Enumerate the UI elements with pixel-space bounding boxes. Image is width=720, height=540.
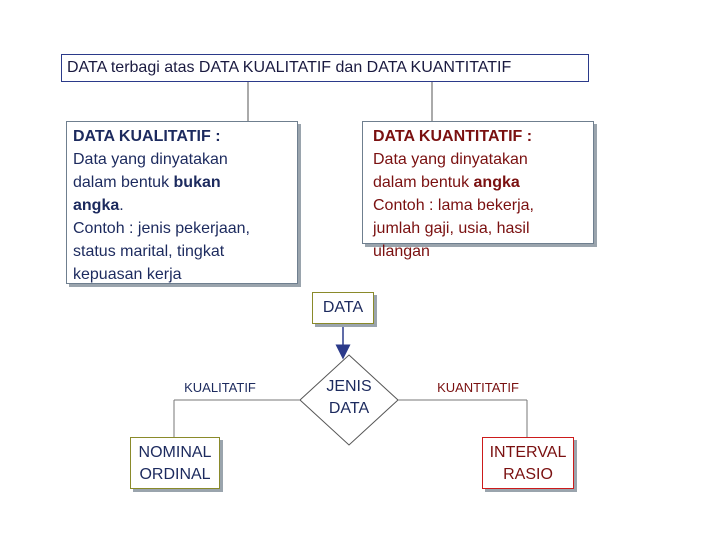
top-summary-text: DATA terbagi atas DATA KUALITATIF dan DATA KUANTITATIF [67,59,512,76]
kuantitatif-branch-label: KUANTITATIF [437,380,519,395]
kualitatif-line6: kepuasan kerja [73,266,182,283]
jenis-data-label [313,376,385,420]
kualitatif-branch-label: KUALITATIF [184,380,256,395]
interval-rasio-node [482,437,574,489]
top-summary-box [61,54,589,82]
jenis-line2: DATA [328,400,370,417]
kuantitatif-line1: Data yang dinyatakan [373,151,528,168]
nominal-label: NOMINAL [138,444,212,461]
kualitatif-definition-box [66,121,298,284]
kuantitatif-line2-prefix: dalam bentuk [373,174,474,191]
kuantitatif-line5: ulangan [373,243,430,260]
kualitatif-line4: Contoh : jenis pekerjaan, [73,220,250,237]
kuantitatif-line2 [373,171,583,194]
kualitatif-line2-prefix: dalam bentuk [73,174,174,191]
kualitatif-line2 [73,171,291,194]
kualitatif-line5: status marital, tingkat [73,243,225,260]
jenis-line1: JENIS [326,378,372,395]
kualitatif-line3 [73,194,291,217]
ordinal-label: ORDINAL [139,466,211,483]
kualitatif-title: DATA KUALITATIF : [73,128,221,145]
kuantitatif-line3: Contoh : lama bekerja, [373,197,534,214]
kuantitatif-title: DATA KUANTITATIF : [373,128,533,145]
interval-label: INTERVAL [489,444,567,461]
kuantitatif-line2-bold: angka [473,174,520,191]
nominal-ordinal-node [130,437,220,489]
kuantitatif-line4: jumlah gaji, usia, hasil [373,220,530,237]
data-node: DATA [312,292,374,324]
kualitatif-line3-bold: angka [73,197,120,214]
kualitatif-line2-bold: bukan [173,174,221,191]
kualitatif-line3-suffix: . [119,197,124,214]
rasio-label: RASIO [503,466,553,483]
kualitatif-line1: Data yang dinyatakan [73,151,228,168]
kuantitatif-definition-box [362,121,594,260]
